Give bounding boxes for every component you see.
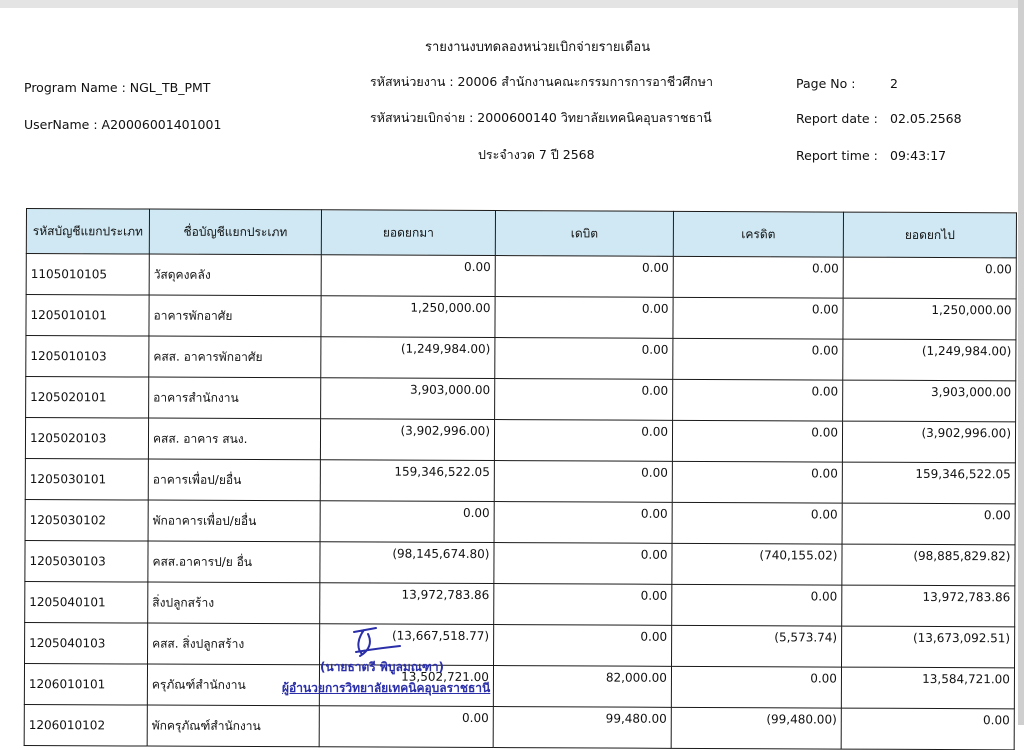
cell-opening: 0.00 <box>320 501 494 543</box>
header-account-name: ชื่อบัญชีแยกประเภท <box>149 209 321 255</box>
date-label: Report date : <box>796 111 878 126</box>
scan-edge-right <box>1018 0 1024 725</box>
cell-debit: 0.00 <box>495 379 673 421</box>
cell-debit: 0.00 <box>494 420 672 462</box>
header-debit: เดบิต <box>495 211 673 257</box>
header-opening-balance: ยอดยกมา <box>321 210 495 256</box>
cell-account-name: คสส. อาคาร สนง. <box>148 418 320 460</box>
table-row <box>26 254 1016 299</box>
cell-closing: (13,673,092.51) <box>842 626 1015 668</box>
cell-account-code: 1205030102 <box>25 499 148 541</box>
cell-closing: 13,972,783.86 <box>842 585 1015 627</box>
cell-debit: 82,000.00 <box>493 666 671 708</box>
cell-closing: 1,250,000.00 <box>843 298 1016 340</box>
cell-opening: 13,502,721.00 <box>319 665 493 707</box>
cell-account-code: 1205020101 <box>26 377 149 419</box>
cell-opening: (1,249,984.00) <box>321 337 495 379</box>
cell-credit: (99,480.00) <box>671 707 841 749</box>
cell-closing: 13,584,721.00 <box>841 667 1014 709</box>
cell-credit: 0.00 <box>673 338 843 380</box>
cell-account-name: ครุภัณฑ์สำนักงาน <box>147 664 319 706</box>
cell-debit: 0.00 <box>494 625 672 667</box>
cell-debit: 0.00 <box>495 338 673 380</box>
table-header-row <box>26 209 1016 258</box>
program-name: Program Name : NGL_TB_PMT <box>24 80 211 95</box>
table-row <box>25 581 1015 626</box>
cell-account-code: 1205030101 <box>25 458 148 500</box>
cell-account-name: พักอาคารเพื่อป/ยอื่น <box>148 500 320 542</box>
table-row <box>26 295 1016 340</box>
table-row <box>25 622 1015 667</box>
header-account-code: รหัสบัญชีแยกประเภท <box>26 209 149 255</box>
cell-debit: 0.00 <box>494 543 672 585</box>
table-row <box>26 377 1016 422</box>
cell-account-code: 1205040101 <box>25 581 148 623</box>
cell-credit: 0.00 <box>673 256 843 298</box>
cell-debit: 0.00 <box>495 297 673 339</box>
cell-account-name: อาคารพักอาศัย <box>149 295 321 337</box>
cell-opening: (98,145,674.80) <box>320 542 494 584</box>
cell-credit: 0.00 <box>672 420 842 462</box>
cell-credit: 0.00 <box>671 666 841 708</box>
cell-account-code: 1205040103 <box>25 622 148 664</box>
table-row <box>25 458 1015 503</box>
cell-debit: 0.00 <box>494 461 672 503</box>
cell-account-code: 1105010105 <box>26 254 149 296</box>
cell-closing: 0.00 <box>842 503 1015 545</box>
cell-credit: 0.00 <box>673 379 843 421</box>
date-value: 02.05.2568 <box>890 111 962 126</box>
page-value: 2 <box>890 76 898 91</box>
cell-credit: 0.00 <box>672 461 842 503</box>
user-name: UserName : A20006001401001 <box>24 117 222 132</box>
table-row <box>25 540 1015 585</box>
cell-credit: 0.00 <box>673 297 843 339</box>
cell-account-name: พักครุภัณฑ์สำนักงาน <box>147 705 319 747</box>
cell-opening: 13,972,783.86 <box>320 583 494 625</box>
cell-account-name: คสส.อาคารป/ย อื่น <box>148 541 320 583</box>
cell-opening: 0.00 <box>319 706 493 748</box>
signatory-name: (นายธาตรี พิบูลมณฑา) <box>320 660 445 674</box>
signatory-title: ผู้อำนวยการวิทยาลัยเทคนิคอุบลราชธานี <box>282 681 491 695</box>
cell-account-code: 1205010101 <box>26 295 149 337</box>
cell-account-name: คสส. สิ่งปลูกสร้าง <box>148 623 320 665</box>
cell-closing: (3,902,996.00) <box>842 421 1015 463</box>
time-label: Report time : <box>796 148 878 163</box>
cell-account-code: 1205030103 <box>25 540 148 582</box>
cell-opening: 159,346,522.05 <box>320 460 494 502</box>
table-row <box>25 418 1015 463</box>
table-row <box>24 704 1014 749</box>
page-label: Page No : <box>796 76 856 91</box>
table-row <box>24 663 1014 708</box>
cell-account-code: 1206010102 <box>24 704 147 746</box>
cell-account-code: 1205010103 <box>26 336 149 378</box>
cell-opening: 3,903,000.00 <box>321 378 495 420</box>
cell-debit: 0.00 <box>494 584 672 626</box>
cell-account-code: 1205020103 <box>25 418 148 460</box>
report-title: รายงานงบทดลองหน่วยเบิกจ่ายรายเดือน <box>425 40 651 55</box>
cell-credit: 0.00 <box>672 584 842 626</box>
cell-account-name: สิ่งปลูกสร้าง <box>148 582 320 624</box>
cell-account-code: 1206010101 <box>24 663 147 705</box>
cell-account-name: อาคารเพื่อป/ยอื่น <box>148 459 320 501</box>
trial-balance-table <box>24 208 1017 750</box>
cell-opening: (13,667,518.77) <box>320 624 494 666</box>
cell-account-name: คสส. อาคารพักอาศัย <box>149 336 321 378</box>
cell-opening: 0.00 <box>321 255 495 297</box>
disbursing-unit: รหัสหน่วยเบิกจ่าย : 2000600140 วิทยาลัยเทคนิคอุบลราชธานี <box>370 110 712 125</box>
signature-scribble <box>348 624 408 660</box>
cell-credit: (740,155.02) <box>672 543 842 585</box>
cell-debit: 99,480.00 <box>493 707 671 749</box>
cell-closing: 159,346,522.05 <box>842 462 1015 504</box>
header-closing-balance: ยอดยกไป <box>843 212 1016 258</box>
cell-account-name: อาคารสำนักงาน <box>149 377 321 419</box>
table-row <box>25 499 1015 544</box>
table-row <box>26 336 1016 381</box>
cell-closing: 3,903,000.00 <box>843 380 1016 422</box>
cell-debit: 0.00 <box>495 256 673 298</box>
time-value: 09:43:17 <box>890 148 947 163</box>
scan-edge-top <box>0 0 1024 8</box>
cell-closing: (1,249,984.00) <box>843 339 1016 381</box>
cell-closing: 0.00 <box>841 708 1014 750</box>
cell-opening: (3,902,996.00) <box>320 419 494 461</box>
agency-code: รหัสหน่วยงาน : 20006 สำนักงานคณะกรรมการการอาชีวศึกษา <box>370 74 714 89</box>
cell-closing: (98,885,829.82) <box>842 544 1015 586</box>
cell-opening: 1,250,000.00 <box>321 296 495 338</box>
cell-credit: (5,573.74) <box>672 625 842 667</box>
cell-debit: 0.00 <box>494 502 672 544</box>
cell-account-name: วัสดุคงคลัง <box>149 254 321 296</box>
report-period: ประจำงวด 7 ปี 2568 <box>478 147 595 162</box>
cell-closing: 0.00 <box>843 257 1016 299</box>
header-credit: เครดิต <box>673 211 843 257</box>
cell-credit: 0.00 <box>672 502 842 544</box>
